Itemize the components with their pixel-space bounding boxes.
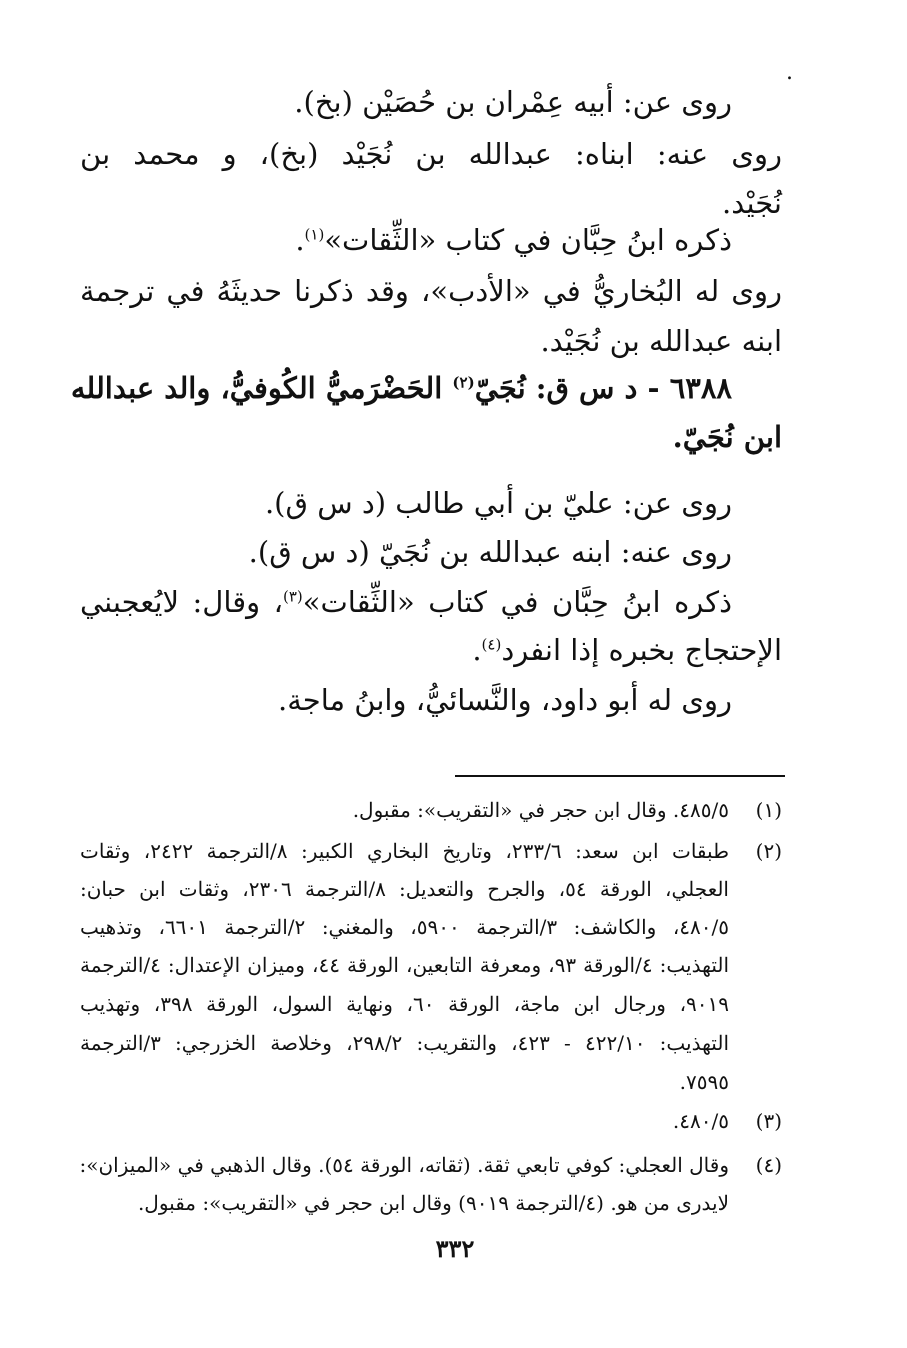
ihtijaj-line (80, 630, 782, 670)
footnote-2-line-4: التهذيب: ٤/الورقة ٩٣، ومعرفة التابعين، الورقة ٤٤، وميزان الإعتدال: ٤/الترجمة (80, 953, 730, 977)
entry-heading-cont: ابن نُجَيّ. (672, 420, 782, 454)
ihtijaj-text: الإحتجاج بخبره إذا انفرد (501, 633, 782, 667)
ibn-hibban-said: ، وقال: لايُعجبني (80, 585, 283, 619)
narrated-for-line: روى له أبو داود، والنَّسائيُّ، وابنُ ماجة. (278, 683, 732, 717)
footnote-4-line-1: وقال العجلي: كوفي تابعي ثقة. (ثقاته، الورقة ٥٤). وقال الذهبي في «الميزان»: (79, 1153, 729, 1177)
ibn-hibban-line (80, 220, 732, 260)
footnote-ref-3: (٣) (282, 587, 303, 606)
page-number: ٣٣٢ (435, 1234, 475, 1263)
footnote-ref-2: (٢) (452, 373, 475, 392)
ibn-hibban-text: ذكره ابنُ حِبَّان في كتاب «الثِّقات» (324, 223, 732, 257)
footnote-number-2: (٢) (755, 839, 782, 863)
footnote-4-line-2: لايدرى من هو. (٤/الترجمة ٩٠١٩) وقال ابن حجر في «التقريب»: مقبول. (137, 1191, 729, 1215)
narrated-by-line-cont: نُجَيْد. (722, 186, 782, 220)
ibn-hibban-end: . (295, 223, 305, 257)
footnote-number-4: (٤) (755, 1153, 782, 1177)
footnote-2-line-7: ٧٥٩٥. (679, 1070, 729, 1094)
footnote-ref-1: (١) (304, 225, 325, 244)
entry-number-name: ٦٣٨٨ - د س ق: نُجَيّ (474, 371, 732, 405)
entry-nisba: الحَضْرَميُّ الكُوفيُّ، والد عبدالله (70, 371, 443, 405)
narrated-by-line-2: روى عنه: ابنه عبدالله بن نُجَيّ (د س ق). (248, 535, 732, 569)
stray-dot: . (786, 60, 793, 85)
footnote-number-3: (٣) (755, 1109, 782, 1133)
footnote-2-line-6: التهذيب: ٤٢٢/١٠ - ٤٢٣، والتقريب: ٢٩٨/٢، وخلاصة الخزرجي: ٣/الترجمة (80, 1031, 729, 1055)
footnote-2-line-3: ٤٨٠/٥، والكاشف: ٣/الترجمة ٥٩٠٠، والمغني: ٢/الترجمة ٦٦٠١، وتذهيب (80, 915, 729, 939)
footnote-2-line-2: العجلي، الورقة ٥٤، والجرح والتعديل: ٨/الترجمة ٢٣٠٦، وثقات ابن حبان: (80, 877, 729, 901)
entry-heading-6388 (70, 368, 732, 408)
narrated-from-line-2: روى عن: عليّ بن أبي طالب (د س ق). (264, 486, 732, 520)
narrated-by-line: روى عنه: ابناه: عبدالله بن نُجَيْد (بخ)، و محمد بن (80, 137, 782, 171)
footnote-2-line-1: طبقات ابن سعد: ٢٣٣/٦، وتاريخ البخاري الكبير: ٨/الترجمة ٢٤٢٢، وثقات (80, 839, 730, 863)
footnote-separator (455, 775, 785, 777)
bukhari-line: روى له البُخاريُّ في «الأدب»، وقد ذكرنا حديثَهُ في ترجمة (80, 274, 782, 308)
footnote-1-text: ٤٨٥/٥. وقال ابن حجر في «التقريب»: مقبول. (352, 798, 729, 822)
ibn-hibban-text-2: ذكره ابنُ حِبَّان في كتاب «الثِّقات» (302, 585, 732, 619)
footnote-2-line-5: ٩٠١٩، ورجال ابن ماجة، الورقة ٦٠، ونهاية السول، الورقة ٣٩٨، وتهذيب (80, 992, 729, 1016)
footnote-ref-4: (٤) (481, 635, 502, 654)
bukhari-line-cont: ابنه عبدالله بن نُجَيْد. (540, 324, 782, 358)
narrated-from-line: روى عن: أبيه عِمْران بن حُصَيْن (بخ). (294, 85, 732, 119)
ihtijaj-end: . (472, 633, 482, 667)
footnote-number-1: (١) (755, 798, 782, 822)
footnote-3-text: ٤٨٠/٥. (672, 1109, 729, 1133)
ibn-hibban-line-2 (80, 582, 732, 622)
